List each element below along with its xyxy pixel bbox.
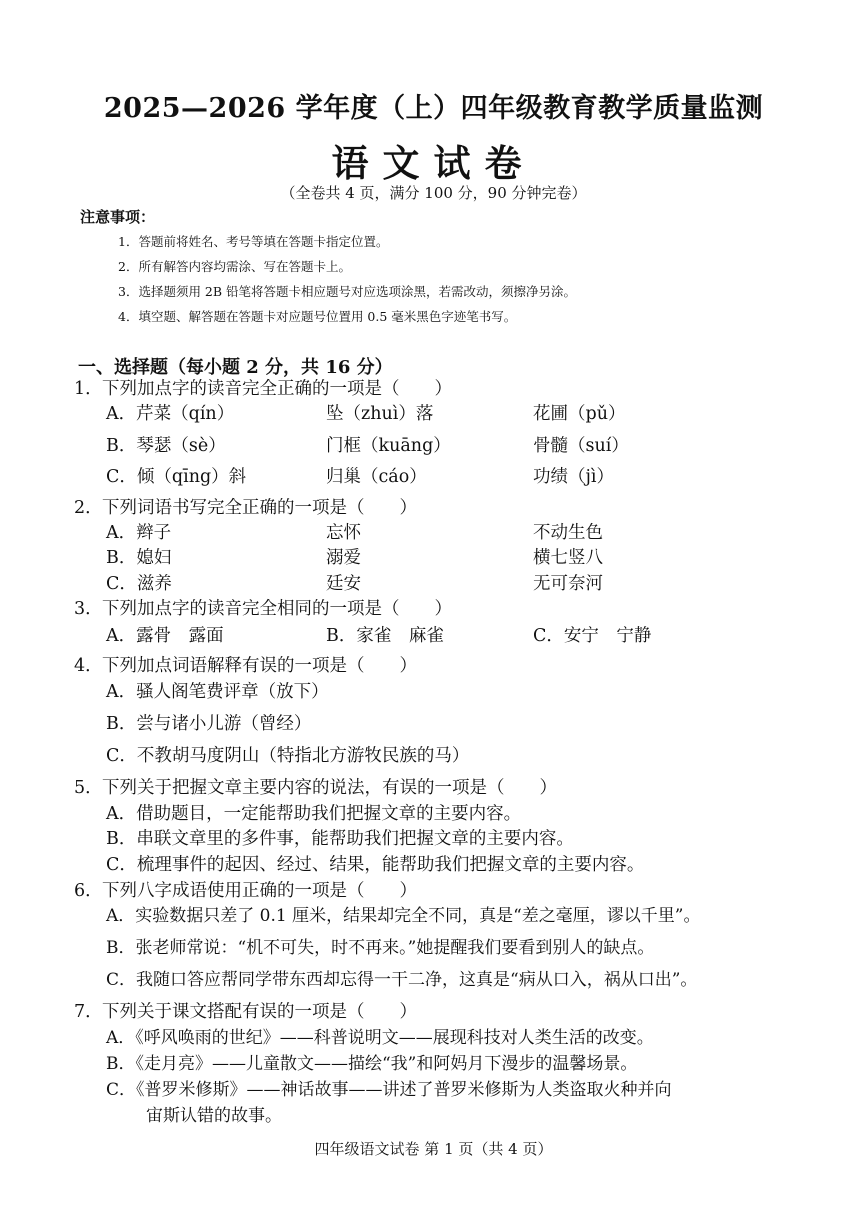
- q5-option-b: B．串联文章里的多件事，能帮助我们把握文章的主要内容。: [106, 829, 574, 849]
- note-item: 1．答题前将姓名、考号等填在答题卡指定位置。: [118, 234, 389, 249]
- question-number: 2．: [74, 498, 103, 518]
- question-text: 下列关于把握文章主要内容的说法，有误的一项是（ ）: [102, 778, 557, 798]
- q6-option-c: C．我随口答应帮同学带东西却忘得一干二净，这真是“病从口入，祸从口出”。: [106, 970, 698, 990]
- q7-option-c: C．《普罗米修斯》——神话故事——讲述了普罗米修斯为人类盗取火种并向: [106, 1080, 672, 1100]
- question-text: 下列加点字的读音完全相同的一项是（ ）: [102, 599, 452, 619]
- question-number: 1．: [74, 379, 103, 399]
- q4-option-a: A．骚人阁笔费评章（放下）: [106, 682, 329, 702]
- q1-option-b-2: 门框（kuāng）: [326, 436, 451, 456]
- q1-option-a: A．芹菜（qín）: [106, 404, 235, 424]
- q5-option-c: C．梳理事件的起因、经过、结果，能帮助我们把握文章的主要内容。: [106, 855, 645, 875]
- note-item: 2．所有解答内容均需涂、写在答题卡上。: [118, 259, 351, 274]
- question-number: 5．: [74, 778, 103, 798]
- exam-title: 2025—2026 学年度（上）四年级教育教学质量监测: [103, 93, 764, 124]
- page-footer: 四年级语文试卷 第 1 页（共 4 页）: [314, 1140, 553, 1158]
- q1-option-c: C．倾（qīng）斜: [106, 467, 247, 487]
- q4-option-b: B．尝与诸小儿游（曾经）: [106, 714, 312, 734]
- q3-option-c: C．安宁 宁静: [533, 626, 652, 646]
- q1-option-a-3: 花圃（pǔ）: [533, 404, 626, 424]
- notes-heading: 注意事项：: [80, 208, 156, 226]
- q2-option-b-2: 溺爱: [326, 548, 361, 568]
- question-text: 下列关于课文搭配有误的一项是（ ）: [102, 1002, 417, 1022]
- q1-option-c-3: 功绩（jì）: [533, 467, 615, 487]
- q4-option-c: C．不教胡马度阴山（特指北方游牧民族的马）: [106, 746, 470, 766]
- q6-option-a: A．实验数据只差了 0.1 厘米，结果却完全不同，真是“差之毫厘，谬以千里”。: [106, 906, 701, 926]
- q7-option-b: B．《走月亮》——儿童散文——描绘“我”和阿妈月下漫步的温馨场景。: [106, 1054, 638, 1074]
- q2-option-a: A．辫子: [106, 523, 172, 543]
- question-number: 4．: [74, 656, 103, 676]
- subject-title: 语文试卷: [331, 141, 536, 185]
- q2-option-a-3: 不动生色: [533, 523, 603, 543]
- q2-option-c-3: 无可奈河: [533, 574, 603, 594]
- notes-list: [118, 229, 576, 329]
- q7-option-a: A．《呼风唤雨的世纪》——科普说明文——展现科技对人类生活的改变。: [106, 1028, 654, 1048]
- note-item: 4．填空题、解答题在答题卡对应题号位置用 0.5 毫米黑色字迹笔书写。: [118, 309, 517, 324]
- question-number: 6．: [74, 881, 103, 901]
- q2-option-b: B．媳妇: [106, 548, 172, 568]
- q2-option-b-3: 横七竖八: [533, 548, 603, 568]
- q3-option-b: B．家雀 麻雀: [326, 626, 444, 646]
- question-6-stem: [74, 877, 417, 905]
- question-7-stem: [74, 998, 417, 1026]
- question-3-stem: [74, 595, 452, 623]
- q1-option-a-2: 坠（zhuì）落: [326, 404, 434, 424]
- note-item: 3．选择题须用 2B 铅笔将答题卡相应题号对应选项涂黑，若需改动，须擦净另涂。: [118, 284, 577, 299]
- q7-option-c-continued: 宙斯认错的故事。: [146, 1106, 282, 1126]
- question-1-stem: [74, 375, 452, 403]
- question-text: 下列加点词语解释有误的一项是（ ）: [102, 656, 417, 676]
- q2-option-c-2: 廷安: [326, 574, 361, 594]
- question-text: 下列词语书写完全正确的一项是（ ）: [102, 498, 417, 518]
- question-number: 3．: [74, 599, 103, 619]
- q1-option-c-2: 归巢（cáo）: [326, 467, 427, 487]
- question-text: 下列八字成语使用正确的一项是（ ）: [102, 881, 417, 901]
- question-5-stem: [74, 774, 557, 802]
- q1-option-b-3: 骨髓（suí）: [533, 436, 629, 456]
- q6-option-b: B．张老师常说：“机不可失，时不再来。”她提醒我们要看到别人的缺点。: [106, 938, 655, 958]
- exam-meta: （全卷共 4 页，满分 100 分，90 分钟完卷）: [280, 184, 587, 202]
- question-text: 下列加点字的读音完全正确的一项是（ ）: [102, 379, 452, 399]
- q1-option-b: B．琴瑟（sè）: [106, 436, 226, 456]
- q3-option-a: A．露骨 露面: [106, 626, 224, 646]
- q5-option-a: A．借助题目，一定能帮助我们把握文章的主要内容。: [106, 804, 522, 824]
- question-4-stem: [74, 652, 417, 680]
- q2-option-c: C．滋养: [106, 574, 172, 594]
- q2-option-a-2: 忘怀: [326, 523, 361, 543]
- question-number: 7．: [74, 1002, 103, 1022]
- question-2-stem: [74, 494, 417, 522]
- section-heading: 一、选择题（每小题 2 分，共 16 分）: [78, 357, 393, 378]
